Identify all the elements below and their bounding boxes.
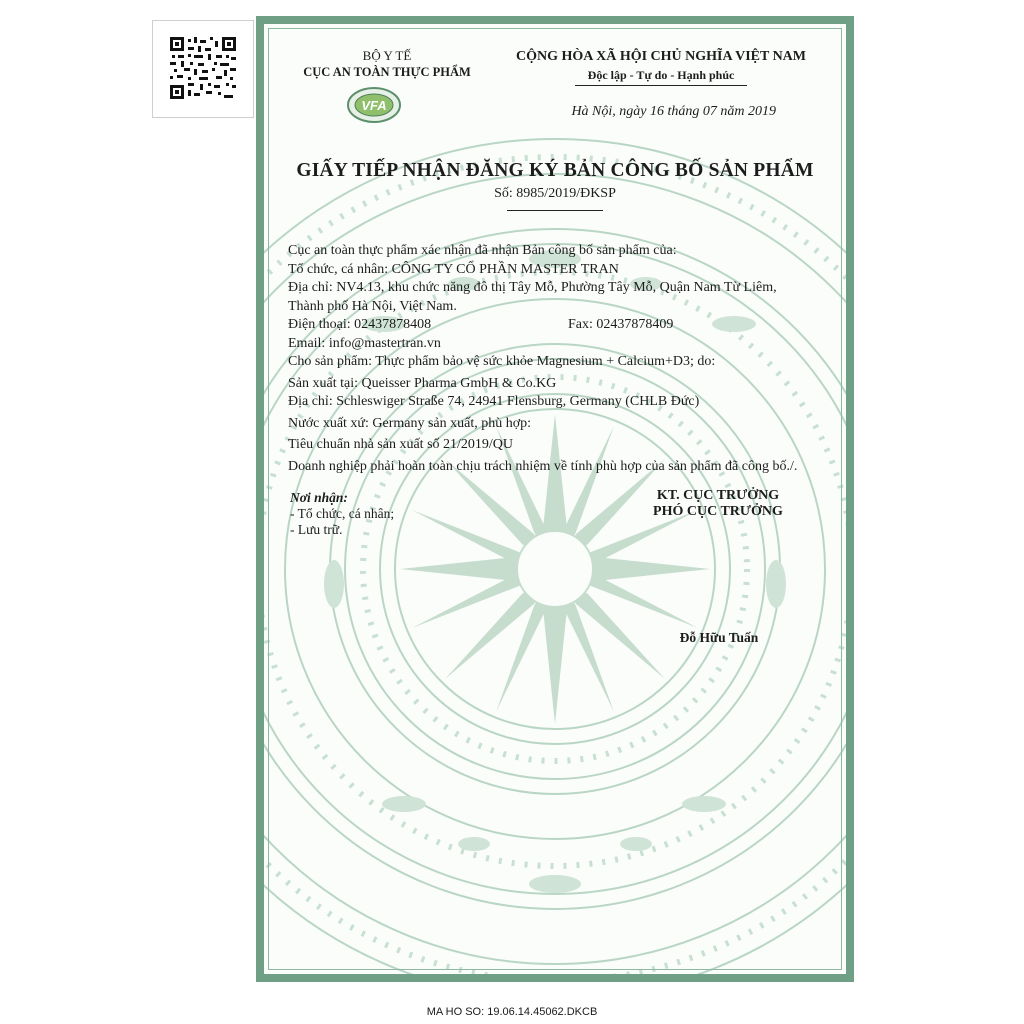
intro-line: Cục an toàn thực phẩm xác nhận đã nhận Bản công bố sản phẩm của: — [288, 243, 677, 258]
document-number-underline — [507, 210, 603, 211]
certificate — [256, 16, 854, 982]
address-line-1: Địa chỉ: NV4.13, khu chức năng đô thị Tây Mỗ, Phường Tây Mỗ, Quận Nam Từ Liêm, — [288, 280, 777, 295]
origin-line: Nước xuất xứ: Germany sản xuất, phù hợp: — [288, 415, 532, 431]
phone-number: Điện thoại: 02437878408 — [288, 317, 432, 332]
manufacturer-line: Sản xuất tại: Queisser Pharma GmbH & Co.KG — [288, 375, 557, 391]
signer-name: Đỗ Hữu Tuấn — [679, 630, 759, 645]
manufacturer-address: Địa chỉ: Schleswiger Straße 74, 24941 Flensburg, Germany (CHLB Đức) — [288, 394, 700, 409]
ministry-name: BỘ Y TẾ — [362, 48, 412, 63]
agency-name: CỤC AN TOÀN THỰC PHẨM — [303, 65, 471, 79]
vfa-logo-icon — [346, 86, 402, 124]
national-header — [496, 48, 826, 86]
signer-title-1: KT. CỤC TRƯỞNG — [656, 488, 780, 503]
qr-code — [152, 20, 254, 118]
signer-title-2: PHÓ CỤC TRƯỞNG — [653, 504, 783, 519]
vfa-logo-text: VFA — [361, 98, 387, 113]
responsibility-line: Doanh nghiệp phải hoàn toàn chịu trách nhiệm về tính phù hợp của sản phẩm đã công bố./. — [288, 458, 798, 474]
motto-underline — [575, 85, 747, 86]
republic-name: CỘNG HÒA XÃ HỘI CHỦ NGHĨA VIỆT NAM — [515, 49, 806, 64]
signature-block — [618, 488, 818, 520]
product-line: Cho sản phẩm: Thực phẩm bảo vệ sức khỏe Magnesium + Calcium+D3; do: — [288, 354, 716, 369]
fax-number: Fax: 02437878409 — [568, 317, 674, 332]
standard-line: Tiêu chuẩn nhà sản xuất số 21/2019/QU — [288, 437, 514, 452]
address-line-2: Thành phố Hà Nội, Việt Nam. — [288, 298, 457, 314]
issue-date: Hà Nội, ngày 16 tháng 07 năm 2019 — [571, 104, 776, 119]
recipient-item: - Tổ chức, cá nhân; — [290, 506, 395, 521]
national-motto: Độc lập - Tự do - Hạnh phúc — [587, 68, 735, 82]
certificate-body — [288, 242, 844, 476]
recipients-heading: Nơi nhận: — [290, 490, 348, 505]
recipients-block — [290, 490, 394, 538]
dossier-code: MA HO SO: 19.06.14.45062.DKCB — [426, 1006, 598, 1018]
document-title: GIẤY TIẾP NHẬN ĐĂNG KÝ BẢN CÔNG BỐ SẢN PHẨM — [296, 160, 814, 181]
recipient-item: - Lưu trữ. — [290, 522, 343, 537]
organization-line: Tổ chức, cá nhân: CÔNG TY CỔ PHẦN MASTER TRAN — [288, 261, 619, 277]
document-number: Số: 8985/2019/ĐKSP — [494, 186, 616, 201]
qr-code-icon — [170, 37, 236, 99]
contact-row — [288, 316, 844, 335]
issuing-authority — [292, 48, 482, 80]
email-address: Email: info@mastertran.vn — [288, 335, 441, 351]
